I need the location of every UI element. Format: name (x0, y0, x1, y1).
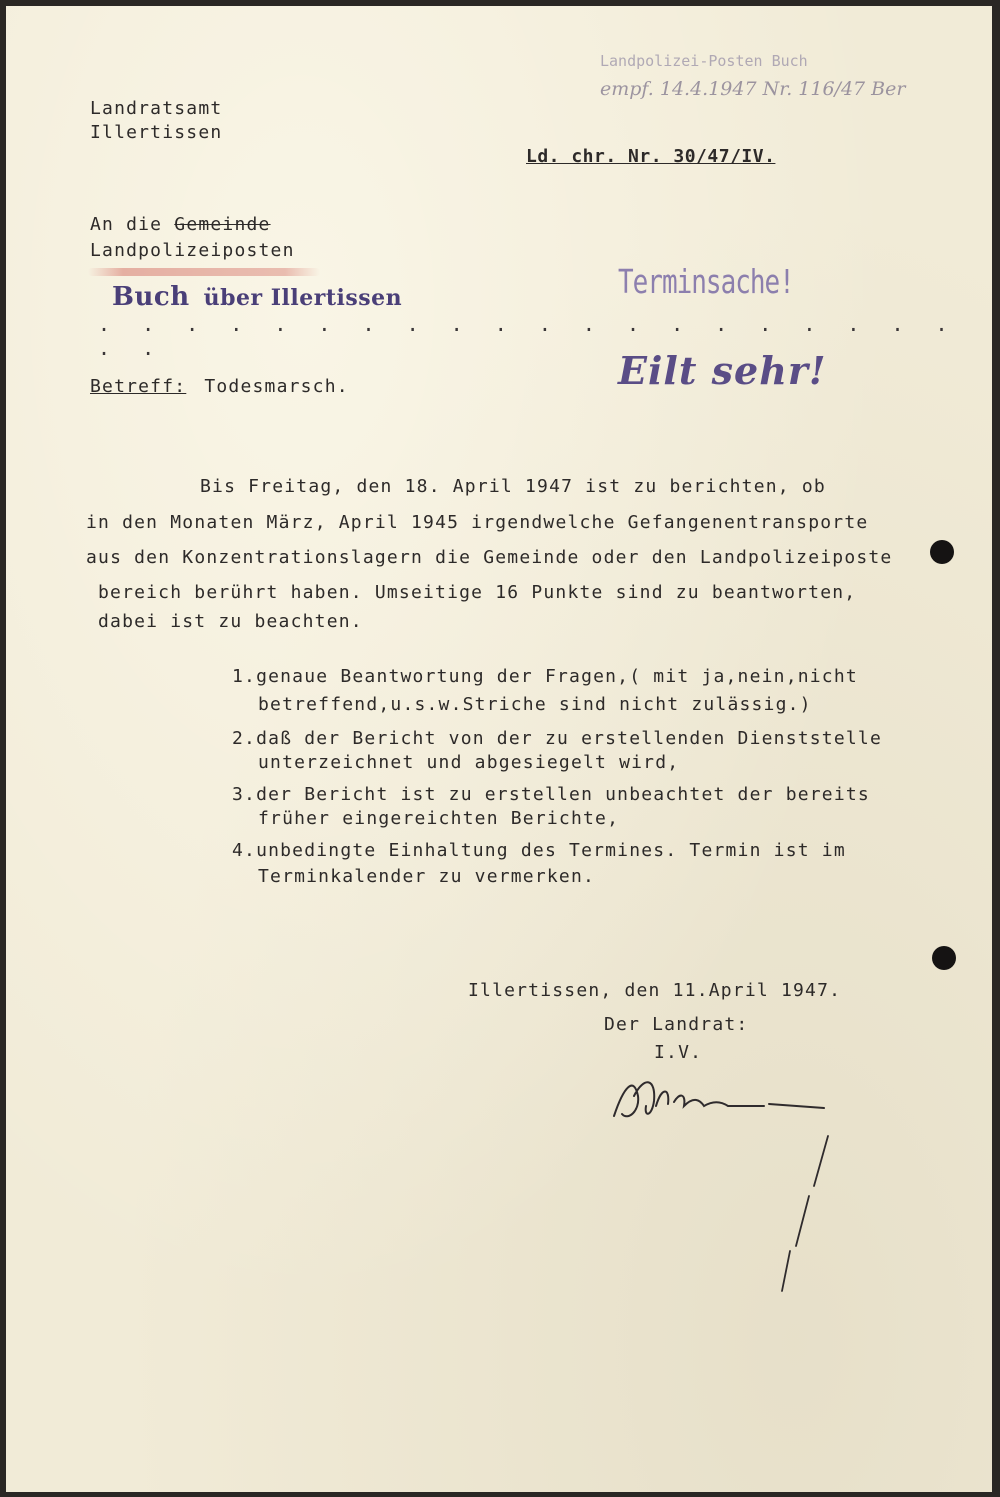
subject-label: Betreff: (90, 376, 187, 397)
body-line-2: in den Monaten März, April 1945 irgendwelche Gefangenentransporte (86, 512, 869, 533)
punch-hole-top (930, 540, 954, 564)
punch-hole-bottom (932, 946, 956, 970)
item-1-line1: 1.genaue Beantwortung der Fragen,( mit ja,nein,nicht (232, 666, 858, 687)
received-stamp-line2: empf. 14.4.1947 Nr. 116/47 Ber (600, 78, 906, 100)
item-3-line2: früher eingereichten Berichte, (258, 808, 620, 829)
red-pencil-mark (88, 268, 320, 276)
body-line-1: Bis Freitag, den 18. April 1947 ist zu berichten, ob (200, 476, 826, 497)
place-stamp-via: über Illertissen (203, 285, 403, 311)
place-date: Illertissen, den 11.April 1947. (468, 980, 842, 1001)
recipient-struck-word: Gemeinde (174, 214, 271, 235)
signatory-iv: I.V. (654, 1042, 703, 1063)
signatory-title: Der Landrat: (604, 1014, 749, 1035)
subject-text: Todesmarsch. (204, 376, 349, 397)
body-line-5: dabei ist zu beachten. (98, 611, 363, 632)
urgent-stamp: Eilt sehr! (618, 348, 827, 393)
item-4-line1: 4.unbedingte Einhaltung des Termines. Termin ist im (232, 840, 846, 861)
office-city: Illertissen (90, 122, 223, 143)
item-1-line2: betreffend,u.s.w.Striche sind nicht zulässig.) (258, 694, 812, 715)
office-name: Landratsamt (90, 98, 223, 119)
item-3-line1: 3.der Bericht ist zu erstellen unbeachtet der bereits (232, 784, 870, 805)
handwritten-signature (604, 1066, 864, 1306)
body-line-3: aus den Konzentrationslagern die Gemeinde oder den Landpolizeiposte (86, 547, 893, 568)
recipient-prefix: An die (90, 214, 163, 235)
place-stamp (112, 282, 402, 312)
place-stamp-name: Buch (112, 282, 190, 312)
dotted-line: . . . . . . . . . . . . . . . . . . . . . . (98, 312, 958, 360)
document-page (6, 6, 992, 1492)
item-2-line1: 2.daß der Bericht von der zu erstellenden Dienststelle (232, 728, 882, 749)
recipient-line2: Landpolizeiposten (90, 240, 295, 261)
recipient-line1 (90, 214, 271, 235)
deadline-stamp: Terminsache! (618, 264, 794, 302)
item-2-line2: unterzeichnet und abgesiegelt wird, (258, 752, 680, 773)
reference-number: Ld. chr. Nr. 30/47/IV. (526, 146, 776, 167)
subject-line (90, 376, 349, 397)
item-4-line2: Terminkalender zu vermerken. (258, 866, 596, 887)
body-line-4: bereich berührt haben. Umseitige 16 Punkte sind zu beantworten, (98, 582, 857, 603)
received-stamp-line1: Landpolizei-Posten Buch (600, 52, 808, 70)
